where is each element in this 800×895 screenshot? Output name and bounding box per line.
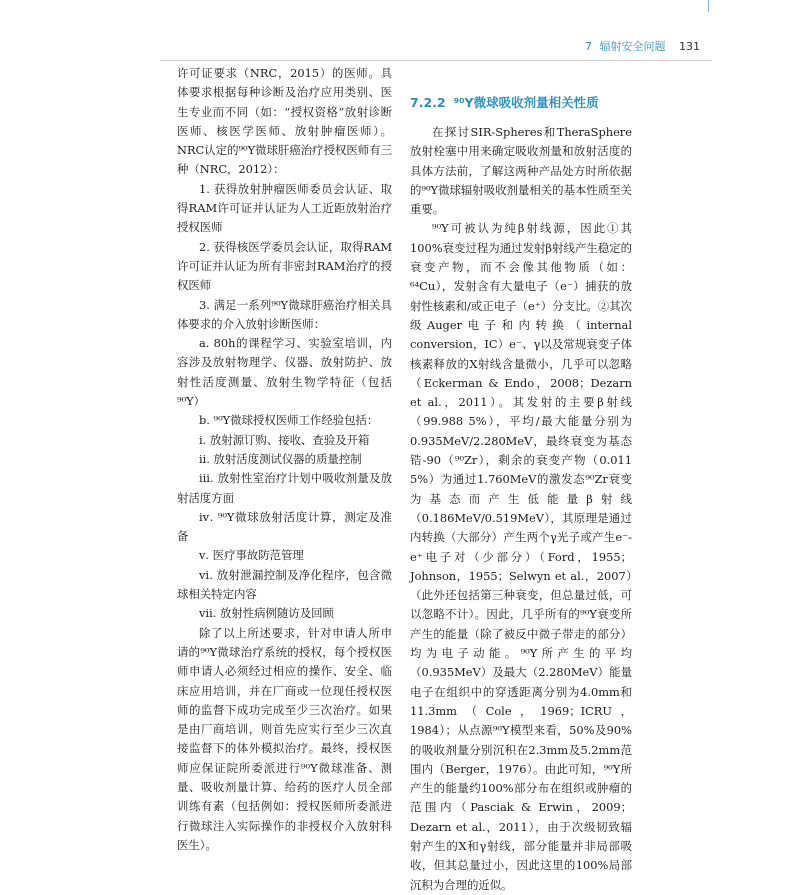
sub-sub-list-item: ⅱ. 放射活度测试仪器的质量控制 bbox=[199, 451, 362, 466]
paragraph: 在探讨SIR-Spheres和TheraSphere放射栓塞中用来确定吸收剂量和放射活度的具体方法前，了解这两种产品处方时所依据的⁹⁰Y微球辐射吸收剂量相关的基本性质至关重要。 bbox=[410, 125, 632, 217]
running-header bbox=[500, 38, 700, 54]
page-edge-line bbox=[708, 0, 709, 12]
chapter-number: 7 bbox=[585, 40, 592, 53]
left-column bbox=[177, 64, 392, 855]
sub-sub-list-item: ⅳ. ⁹⁰Y微球放射活度计算，测定及准备 bbox=[177, 509, 392, 544]
sub-sub-list-item: ⅴ. 医疗事故防范管理 bbox=[199, 548, 304, 563]
sub-list-item: a. 80h的课程学习、实验室培训，内容涉及放射物理学、仪器、放射防护、放射性活度测量、放射生物学特征（包括⁹⁰Y） bbox=[177, 336, 392, 409]
section-number: 7.2.2 bbox=[410, 95, 446, 110]
section-heading bbox=[410, 93, 632, 113]
sub-sub-list-item: ⅶ. 放射性病例随访及回顾 bbox=[199, 606, 334, 621]
page-number: 131 bbox=[679, 40, 700, 53]
list-item: 3. 满足一系列⁹⁰Y微球肝癌治疗相关具体要求的介入放射诊断医师： bbox=[177, 297, 392, 331]
chapter-title: 辐射安全问题 bbox=[599, 40, 666, 53]
paragraph: ⁹⁰Y可被认为纯β射线源，因此①其100%衰变过程为通过发射β射线产生稳定的衰变产物，而不会像其他物质（如：⁶⁴Cu），发射含有大量电子（e⁻）捕获的放射性核素和/或正电子（e⁺）分支比。②其次级Auger电子和内转换（internal conversion，IC）e⁻、γ以及常规衰变子体核素释放的X射线含量微小，几乎可以忽略（Eckerman & Endo，2008；Dezarn et al.，2011）。其发射的主要β射线（99.988 5%），平均/最大能量分别为0.935MeV/2.280MeV，最终衰变为基态锆-90（⁹⁰Zr），剩余的衰变产物（0.011 5%）为通过1.760MeV的激发态⁹⁰Zr衰变为基态而产生低能量β射线（0.186MeV/0.519MeV），其原理是通过内转换（大部分）产生两个γ光子或产生e⁻-e⁺电子对（少部分）（Ford，1955；Johnson，1955；Selwyn et al.，2007）（此外还包括第三种衰变，但总量过低，可以忽略不计）。因此，几乎所有的⁹⁰Y衰变所产生的能量（除了被反中微子带走的部分）均为电子动能。⁹⁰Y所产生的平均（0.935MeV）及最大（2.280MeV）能量电子在组织中的穿透距离分别为4.0mm和11.3mm（Cole，1969；ICRU，1984）；从点源⁹⁰Y模型来看，50%及90%的吸收剂量分别沉积在2.3mm及5.2mm范围内（Berger，1976）。由此可知，⁹⁰Y所产生的能量约100%部分布在组织或肿瘤的范围内（Pasciak & Erwin，2009；Dezarn et al.，2011），由于次级韧致辐射产生的X和γ射线，部分能量并非局部吸收，但其总量过小，因此这里的100%局部沉积为合理的近似。 bbox=[410, 221, 632, 892]
header-rule bbox=[160, 60, 712, 61]
sub-sub-list-item: ⅲ. 放射性室治疗计划中吸收剂量及放射活度方面 bbox=[177, 471, 392, 505]
section-title: ⁹⁰Y微球吸收剂量相关性质 bbox=[453, 95, 599, 110]
paragraph: 除了以上所述要求，针对申请人所申请的⁹⁰Y微球治疗系统的授权，每个授权医师申请人必须经过相应的操作、安全、临床应用培训，并在厂商或一位现任授权医师的监督下成功完成至少三次治疗。如果是由厂商培训，则首先应实行至少三次直接监督下的体外模拟治疗。最终，授权医师应保证院所委派进行⁹⁰Y微球准备、测量、吸收剂量计算、给药的医疗人员全部训练有素（包括例如：授权医师所委派进行微球注入实际操作的非授权介入放射科医生）。 bbox=[177, 625, 392, 852]
sub-sub-list-item: ⅵ. 放射泄漏控制及净化程序，包含微球相关特定内容 bbox=[177, 567, 392, 602]
sub-list-item: b. ⁹⁰Y微球授权医师工作经验包括： bbox=[199, 413, 379, 428]
sub-sub-list-item: ⅰ. 放射源订购、接收、查验及开箱 bbox=[199, 432, 370, 447]
list-item: 2. 获得核医学委员会认证，取得RAM许可证并认证为所有非密封RAM治疗的授权医师 bbox=[177, 239, 392, 293]
list-item: 1. 获得放射肿瘤医师委员会认证、取得RAM许可证并认证为人工近距放射治疗授权医师 bbox=[177, 181, 392, 235]
paragraph: 许可证要求（NRC，2015）的医师。具体要求根据每种诊断及治疗应用类别、医生专业而不同（如：“授权资格”放射诊断医师、核医学医师、放射肿瘤医师）。NRC认定的⁹⁰Y微球肝癌治疗授权医师有三种（NRC，2012）： bbox=[177, 66, 392, 177]
right-column bbox=[410, 93, 632, 895]
